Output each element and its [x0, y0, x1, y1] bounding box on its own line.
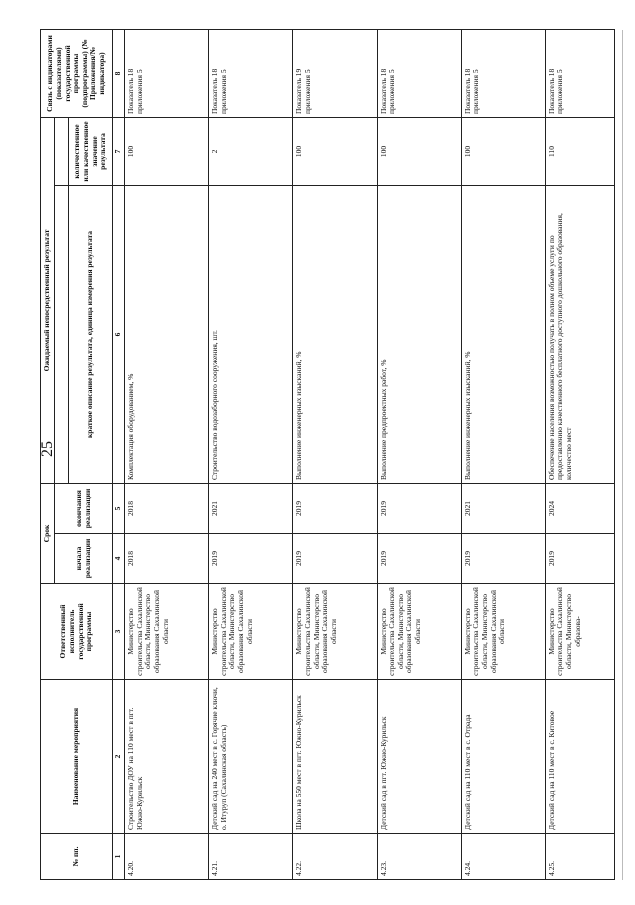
row-start: 2019	[545, 534, 614, 584]
col-index: 2	[113, 680, 125, 834]
row-qty: 100	[293, 117, 377, 185]
page-number: 25	[39, 441, 56, 457]
measures-table	[40, 29, 615, 880]
row-responsible: Министерство строительства Сахалинской области, Министерство образования Сахалинской области	[125, 584, 209, 680]
col-index: 7	[113, 117, 125, 185]
col-index: 3	[113, 584, 125, 680]
row-end: 2021	[461, 483, 545, 533]
row-responsible: Министерство строительства Сахалинской области, Министерство образова-	[545, 584, 614, 680]
header-end: окончания реализации	[55, 483, 113, 533]
table-row	[293, 29, 377, 879]
header-link: Связь с индикаторами (показателями) государственной программы (подпрограммы) (№ Приложения/№ индикатора)	[41, 29, 113, 117]
rotated-table-wrap	[40, 30, 615, 880]
row-link: Показатель 18 приложения 5	[545, 29, 614, 117]
row-num: 4.25.	[545, 834, 614, 880]
row-name: Строительство ДОУ на 110 мест в пгт. Южно-Курильск	[125, 680, 209, 834]
header-term: Срок	[41, 483, 55, 583]
row-start: 2019	[209, 534, 293, 584]
row-desc: Обеспечение населения возможностью получать в полном объеме услуги по предоставлению качественного бесплатного доступного дошкольного образования, количество мест	[545, 185, 614, 483]
row-link: Показатель 18 приложения 5	[209, 29, 293, 117]
row-start: 2018	[125, 534, 209, 584]
margin-rule	[622, 30, 623, 880]
row-link: Показатель 18 приложения 5	[461, 29, 545, 117]
table-row	[545, 29, 614, 879]
row-end: 2019	[293, 483, 377, 533]
table-row	[377, 29, 461, 879]
row-link: Показатель 19 приложения 5	[293, 29, 377, 117]
header-expected-gap2	[55, 117, 69, 185]
row-start: 2019	[377, 534, 461, 584]
table-row	[125, 29, 209, 879]
row-link: Показатель 18 приложения 5	[125, 29, 209, 117]
row-num: 4.21.	[209, 834, 293, 880]
table-row	[461, 29, 545, 879]
header-expected: Ожидаемый непосредственный результат	[41, 117, 55, 483]
row-qty: 100	[461, 117, 545, 185]
row-qty: 100	[125, 117, 209, 185]
column-index-row	[113, 29, 125, 879]
table-row	[209, 29, 293, 879]
document-sheet	[40, 30, 615, 880]
header-start: начала реализации	[55, 534, 113, 584]
row-num: 4.23.	[377, 834, 461, 880]
row-end: 2019	[377, 483, 461, 533]
row-num: 4.22.	[293, 834, 377, 880]
row-end: 2021	[209, 483, 293, 533]
row-desc: Выполнение инженерных изысканий, %	[461, 185, 545, 483]
header-expected-gap	[55, 185, 69, 483]
header-desc: краткое описание результата, единица измерения результата	[69, 185, 113, 483]
header-qty: количественное или качественное значение результата	[69, 117, 113, 185]
row-name: Детский сад в пгт. Южно-Курильск	[377, 680, 461, 834]
header-num: № пп.	[41, 834, 113, 880]
row-responsible: Министерство строительства Сахалинской области, Министерство образования Сахалинской области	[293, 584, 377, 680]
row-start: 2019	[461, 534, 545, 584]
row-desc: Строительство водозаборного сооружения, шт.	[209, 185, 293, 483]
col-index: 4	[113, 534, 125, 584]
row-link: Показатель 18 приложения 5	[377, 29, 461, 117]
row-desc: Выполнение предпроектных работ, %	[377, 185, 461, 483]
row-responsible: Министерство строительства Сахалинской области, Министерство образования Сахалинской области	[377, 584, 461, 680]
col-index: 1	[113, 834, 125, 880]
row-desc: Выполнение инженерных изысканий, %	[293, 185, 377, 483]
row-end: 2018	[125, 483, 209, 533]
row-responsible: Министерство строительства Сахалинской области, Министерство образования Сахалинской области	[461, 584, 545, 680]
row-responsible: Министерство строительства Сахалинской области, Министерство образования Сахалинской области	[209, 584, 293, 680]
row-num: 4.24.	[461, 834, 545, 880]
header-name: Наименование мероприятия	[41, 680, 113, 834]
row-end: 2024	[545, 483, 614, 533]
row-name: Школа на 550 мест в пгт. Южно-Курильск	[293, 680, 377, 834]
row-num: 4.20.	[125, 834, 209, 880]
row-start: 2019	[293, 534, 377, 584]
row-qty: 110	[545, 117, 614, 185]
row-desc: Комплектация оборудованием, %	[125, 185, 209, 483]
col-index: 5	[113, 483, 125, 533]
row-qty: 2	[209, 117, 293, 185]
row-name: Детский сад на 110 мест в с. Китовое	[545, 680, 614, 834]
row-qty: 100	[377, 117, 461, 185]
col-index: 6	[113, 185, 125, 483]
row-name: Детский сад на 240 мест в с. Горячие ключи, о. Итуруп (Сахалинская область)	[209, 680, 293, 834]
col-index: 8	[113, 29, 125, 117]
row-name: Детский сад на 110 мест в с. Отрада	[461, 680, 545, 834]
header-responsible: Ответственный исполнитель государственной программы	[41, 584, 113, 680]
